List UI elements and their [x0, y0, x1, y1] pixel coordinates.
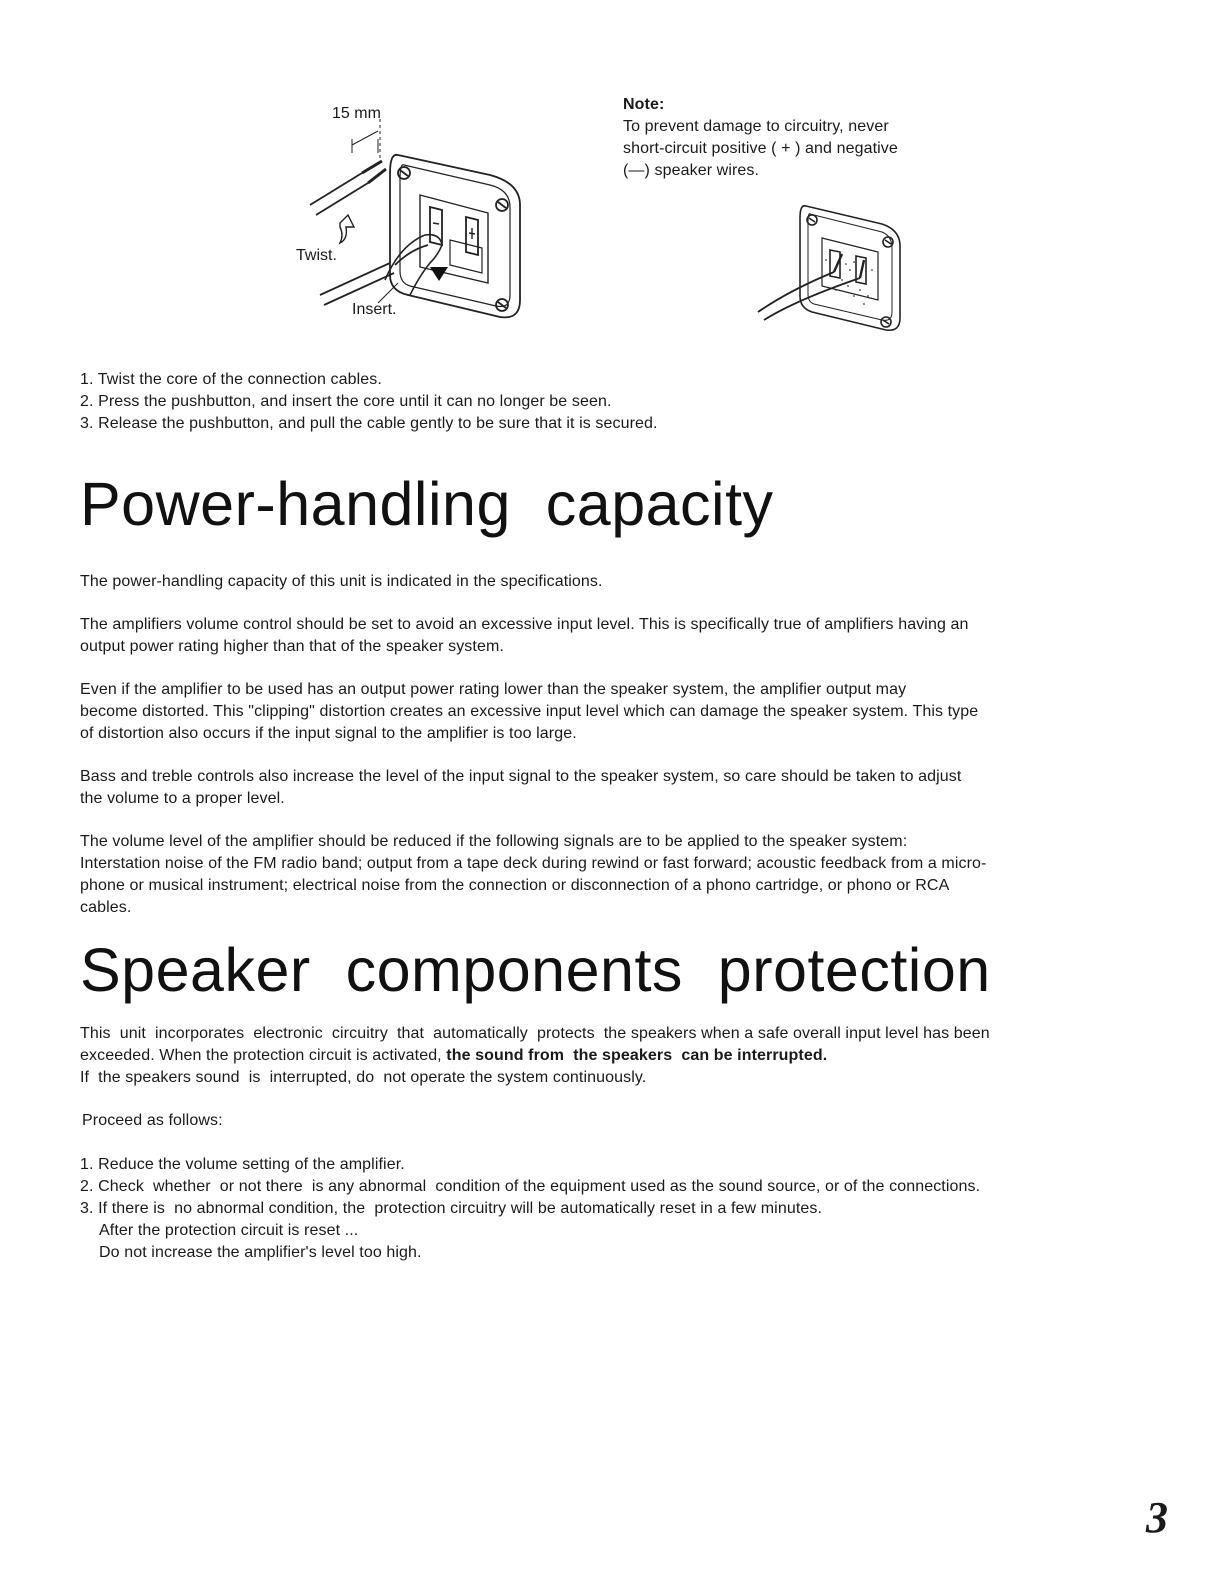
protection-steps-list: [80, 1154, 1160, 1220]
terminal-insert-drawing: [290, 95, 530, 330]
paragraph-line: of distortion also occurs if the input signal to the amplifier is too large.: [80, 725, 577, 742]
paragraph-line: phone or musical instrument; electrical noise from the connection or disconnection of a phono cartridge, or phono or RCA: [80, 877, 950, 894]
note-line: short-circuit positive ( + ) and negative: [623, 140, 898, 157]
insert-label: Insert.: [352, 301, 397, 318]
list-item: 2. Check whether or not there is any abnormal condition of the equipment used as the sound source, or of the connections.: [80, 1178, 981, 1195]
paragraph-line: [80, 1045, 1155, 1067]
note-line: To prevent damage to circuitry, never: [623, 118, 889, 135]
paragraph-line: Do not increase the amplifier's level too high.: [99, 1244, 422, 1261]
paragraph-line: become distorted. This "clipping" distortion creates an excessive input level which can damage the speaker system. This type: [80, 703, 979, 720]
note-line: (—) speaker wires.: [623, 162, 760, 179]
power-paragraph: [80, 614, 1105, 658]
paragraph-line: Even if the amplifier to be used has an output power rating lower than the speaker system, the amplifier output may: [80, 681, 907, 698]
paragraph-line: output power rating higher than that of the speaker system.: [80, 638, 504, 655]
list-item: 3. If there is no abnormal condition, the protection circuitry will be automatically reset in a few minutes.: [80, 1200, 823, 1217]
intro-bold-warning: the sound from the speakers can be interrupted.: [446, 1047, 828, 1064]
proceed-label: Proceed as follows:: [82, 1112, 223, 1129]
list-item: 3. Release the pushbutton, and pull the cable gently to be sure that it is secured.: [80, 415, 658, 432]
list-item: 2. Press the pushbutton, and insert the core until it can no longer be seen.: [80, 393, 612, 410]
paragraph-line: Bass and treble controls also increase the level of the input signal to the speaker system, so care should be taken to adjust: [80, 768, 962, 785]
power-paragraph: [80, 766, 1105, 810]
terminal-insert-figure: [290, 95, 530, 330]
after-reset-note: [99, 1220, 422, 1264]
paragraph-line: The volume level of the amplifier should be reduced if the following signals are to be applied to the speaker system:: [80, 833, 908, 850]
intro-plain-text: exceeded. When the protection circuit is activated,: [80, 1047, 447, 1064]
list-item: 1. Reduce the volume setting of the amplifier.: [80, 1156, 405, 1173]
paragraph-line: If the speakers sound is interrupted, do not operate the system continuously.: [80, 1069, 647, 1086]
paragraph-line: This unit incorporates electronic circuitry that automatically protects the speakers when a safe overall input level has been: [80, 1025, 990, 1042]
power-paragraph: [80, 831, 1105, 919]
note-block: [623, 94, 983, 182]
paragraph-line: the volume to a proper level.: [80, 790, 285, 807]
protection-section-title: Speaker components protection: [80, 936, 991, 1004]
connection-steps-list: [80, 369, 1110, 435]
note-heading: Note:: [623, 96, 665, 113]
paragraph-line: After the protection circuit is reset ...: [99, 1222, 359, 1239]
paragraph-line: The amplifiers volume control should be set to avoid an excessive input level. This is specifically true of amplifiers having an: [80, 616, 969, 633]
power-paragraph: [80, 571, 1105, 593]
list-item: 1. Twist the core of the connection cables.: [80, 371, 382, 388]
terminal-connected-figure: [750, 200, 910, 335]
terminal-connected-drawing: [750, 200, 910, 335]
power-paragraph: [80, 679, 1105, 745]
page-number: 3: [1146, 1493, 1168, 1542]
power-section-title: Power-handling capacity: [80, 470, 774, 538]
twist-label: Twist.: [296, 247, 337, 264]
paragraph-line: The power-handling capacity of this unit is indicated in the specifications.: [80, 573, 603, 590]
dimension-label: 15 mm: [332, 105, 381, 122]
paragraph-line: Interstation noise of the FM radio band; output from a tape deck during rewind or fast forward; acoustic feedback from a micro-: [80, 855, 987, 872]
paragraph-line: cables.: [80, 899, 132, 916]
protection-intro: [80, 1023, 1155, 1089]
